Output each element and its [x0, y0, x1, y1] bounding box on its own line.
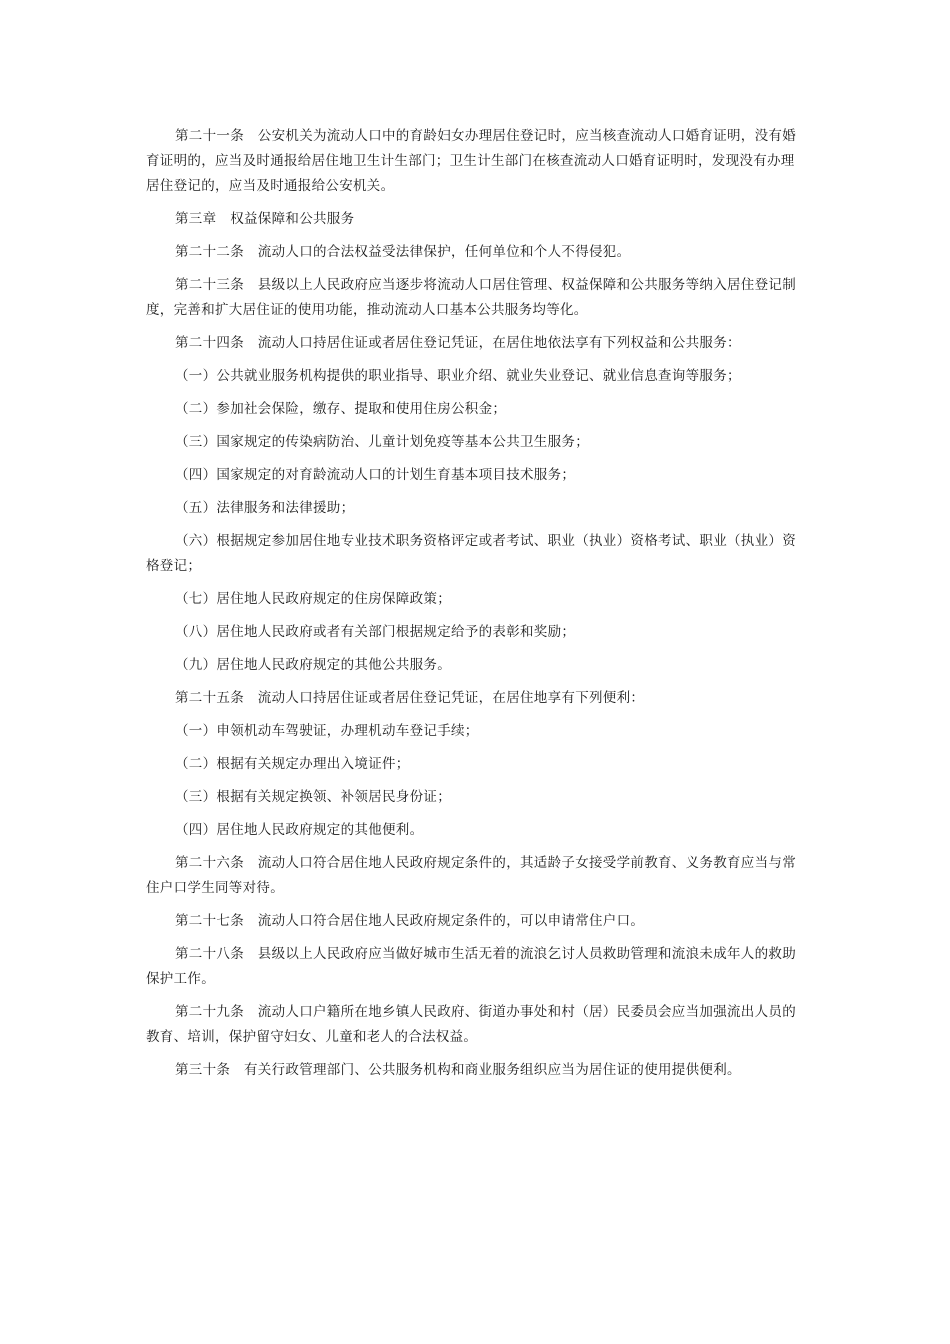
article-24-item-3: （三）国家规定的传染病防治、儿童计划免疫等基本公共卫生服务；: [175, 434, 589, 450]
article-21: 第二十一条 公安机关为流动人口中的育龄妇女办理居住登记时，应当核查流动人口婚育证明，没有婚育证明的，应当及时通报给居住地卫生计生部门；卫生计生部门在核查流动人口婚育证明时，发现没有办理居住登记的，应当及时通报给公安机关。: [146, 128, 796, 194]
chapter-3-heading: 第三章 权益保障和公共服务: [175, 211, 355, 227]
article-24-item-7: （七）居住地人民政府规定的住房保障政策；: [175, 591, 451, 607]
article-24-item-5: （五）法律服务和法律援助；: [175, 500, 355, 516]
article-24-item-4: （四）国家规定的对育龄流动人口的计划生育基本项目技术服务；: [175, 467, 576, 483]
article-28: 第二十八条 县级以上人民政府应当做好城市生活无着的流浪乞讨人员救助管理和流浪未成年人的救助保护工作。: [146, 946, 796, 987]
article-22: 第二十二条 流动人口的合法权益受法律保护，任何单位和个人不得侵犯。: [175, 244, 631, 260]
article-24-item-6: （六）根据规定参加居住地专业技术职务资格评定或者考试、职业（执业）资格考试、职业（执业）资格登记；: [146, 533, 796, 574]
article-30: 第三十条 有关行政管理部门、公共服务机构和商业服务组织应当为居住证的使用提供便利。: [175, 1062, 741, 1078]
article-24-item-8: （八）居住地人民政府或者有关部门根据规定给予的表彰和奖励；: [175, 624, 576, 640]
article-23: 第二十三条 县级以上人民政府应当逐步将流动人口居住管理、权益保障和公共服务等纳入居住登记制度，完善和扩大居住证的使用功能，推动流动人口基本公共服务均等化。: [146, 277, 796, 318]
article-24-item-2: （二）参加社会保险，缴存、提取和使用住房公积金；: [175, 401, 507, 417]
article-26: 第二十六条 流动人口符合居住地人民政府规定条件的，其适龄子女接受学前教育、义务教育应当与常住户口学生同等对待。: [146, 855, 796, 896]
article-25-item-4: （四）居住地人民政府规定的其他便利。: [175, 822, 424, 838]
article-25-item-2: （二）根据有关规定办理出入境证件；: [175, 756, 410, 772]
article-27: 第二十七条 流动人口符合居住地人民政府规定条件的，可以申请常住户口。: [175, 913, 645, 929]
article-29: 第二十九条 流动人口户籍所在地乡镇人民政府、街道办事处和村（居）民委员会应当加强流出人员的教育、培训，保护留守妇女、儿童和老人的合法权益。: [146, 1004, 796, 1045]
article-25-item-1: （一）申领机动车驾驶证，办理机动车登记手续；: [175, 723, 479, 739]
article-25-item-3: （三）根据有关规定换领、补领居民身份证；: [175, 789, 451, 805]
article-24-item-1: （一）公共就业服务机构提供的职业指导、职业介绍、就业失业登记、就业信息查询等服务；: [175, 368, 741, 384]
article-24-item-9: （九）居住地人民政府规定的其他公共服务。: [175, 657, 451, 673]
article-25: 第二十五条 流动人口持居住证或者居住登记凭证，在居住地享有下列便利：: [175, 690, 645, 706]
article-24: 第二十四条 流动人口持居住证或者居住登记凭证，在居住地依法享有下列权益和公共服务：: [175, 335, 741, 351]
